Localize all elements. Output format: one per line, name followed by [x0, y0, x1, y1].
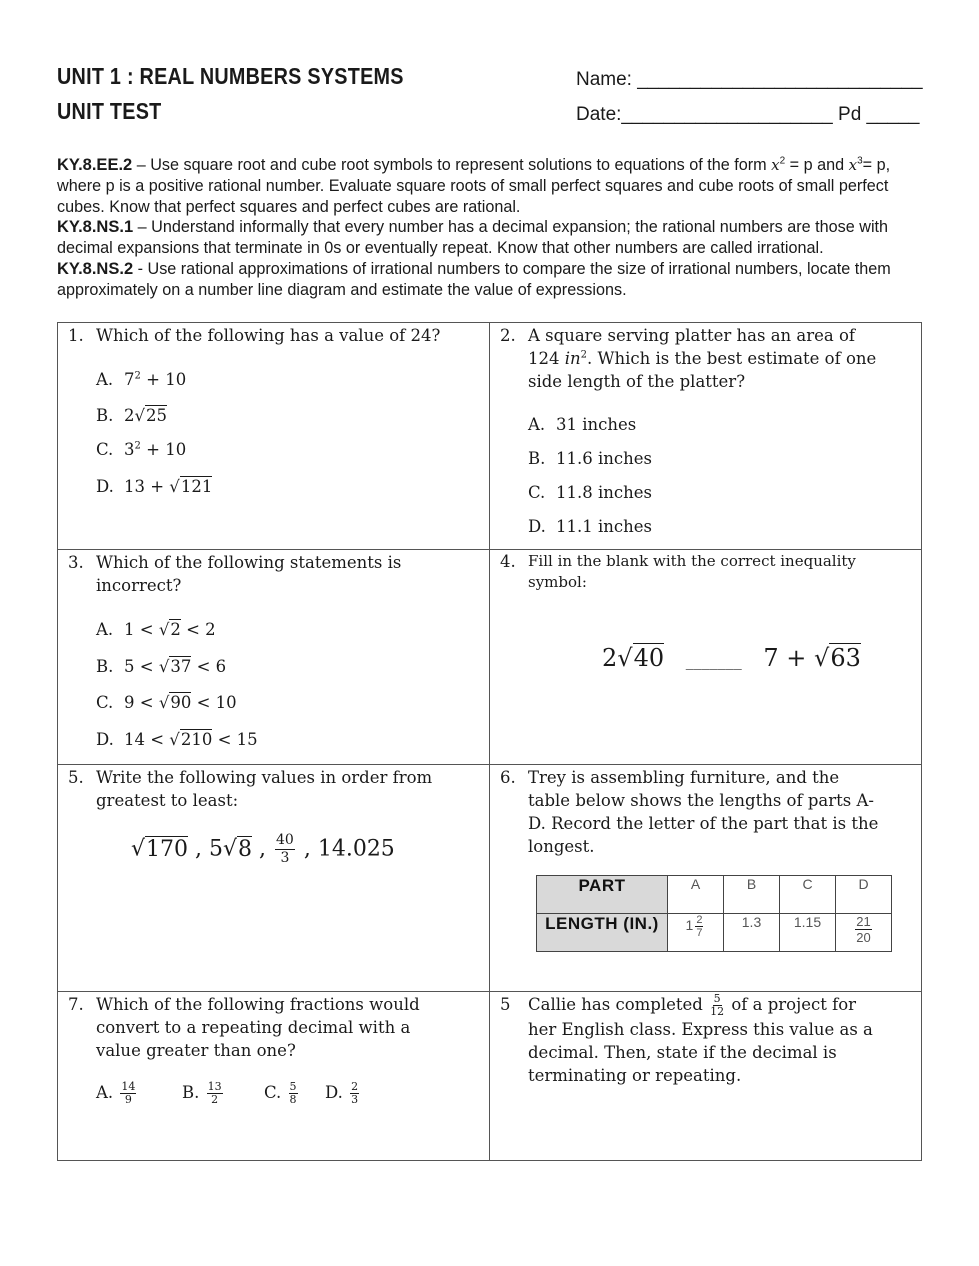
option-math: 2√ — [124, 406, 146, 425]
separator: , — [296, 836, 318, 862]
option-a[interactable] — [96, 1081, 138, 1106]
fraction-den: 7 — [696, 927, 703, 939]
option-d[interactable] — [325, 1081, 361, 1106]
radicand: 63 — [830, 644, 861, 672]
option-c[interactable] — [264, 1081, 300, 1106]
option-c[interactable] — [96, 440, 186, 459]
fraction-den: 3 — [351, 1093, 359, 1106]
radicand: 37 — [170, 657, 192, 676]
option-math: 3 — [124, 440, 135, 459]
standard-code: KY.8.NS.1 — [57, 218, 134, 237]
question-text: Write the following values in order from greatest to least: — [96, 768, 433, 810]
value-math: 5√ — [209, 836, 238, 862]
question-text: Which of the following fractions would convert to a repeating decimal with a value greater than one? — [96, 995, 420, 1060]
fraction-num: 2 — [696, 914, 703, 926]
fraction — [695, 914, 703, 939]
math-var: x — [848, 156, 858, 174]
standard-ns2 — [57, 259, 917, 301]
fraction-den: 2 — [211, 1093, 219, 1106]
option-letter: A. — [96, 1083, 114, 1102]
option-letter: B. — [528, 449, 546, 468]
math-exp: 2 — [779, 155, 786, 167]
option-c[interactable] — [96, 693, 237, 712]
option-letter: A. — [96, 620, 114, 639]
option-letter: C. — [528, 483, 546, 502]
table-header-cell: A — [668, 876, 724, 914]
fraction-num: 14 — [121, 1080, 136, 1093]
option-math: < 15 — [212, 730, 258, 749]
radicand: 2 — [170, 620, 181, 639]
fraction-den: 8 — [289, 1093, 297, 1106]
fraction-num: 21 — [856, 914, 871, 929]
question-4 — [490, 550, 922, 765]
radicand: 25 — [146, 406, 168, 425]
option-exp: 2 — [134, 370, 141, 382]
fraction-num: 5 — [289, 1080, 297, 1093]
standard-code: KY.8.EE.2 — [57, 156, 133, 174]
radicand: 210 — [180, 730, 213, 749]
option-math: 5 < √ — [124, 657, 170, 676]
date-period-field[interactable]: Date:____________________ Pd _____ — [576, 104, 920, 125]
option-c[interactable] — [528, 483, 652, 502]
question-5 — [58, 765, 490, 992]
table-header-label: PART — [537, 876, 668, 914]
radicand: 121 — [180, 477, 213, 496]
option-d[interactable] — [528, 517, 652, 536]
option-math: + 10 — [140, 370, 187, 389]
option-d[interactable] — [96, 730, 258, 749]
standard-code: KY.8.NS.2 — [57, 259, 134, 278]
question-text: of a project for her English class. Express this value as a decimal. Then, state if the decimal is terminating or repeating. — [528, 995, 873, 1085]
question-text: . Which is the best estimate of one side length of the platter? — [528, 349, 877, 391]
option-a[interactable] — [96, 370, 186, 389]
standard-ns1 — [57, 217, 917, 259]
question-number: 3. — [68, 553, 84, 572]
option-math: < 6 — [191, 657, 227, 676]
option-math: 14 < √ — [124, 730, 180, 749]
option-text: 11.6 inches — [556, 449, 652, 468]
question-text: Trey is assembling furniture, and the table below shows the lengths of parts A-D. Record the letter of the part that is the longest. — [528, 768, 879, 856]
parts-table — [536, 875, 892, 952]
option-math: < 10 — [191, 693, 237, 712]
table-header-cell: B — [724, 876, 780, 914]
name-field[interactable]: Name: ___________________________ — [576, 69, 923, 90]
question-text: A square serving platter has an area of 124 — [528, 326, 856, 368]
inequality-expression — [602, 644, 861, 672]
option-letter: B. — [96, 657, 114, 676]
radicand: 40 — [633, 644, 665, 672]
option-letter: D. — [325, 1083, 343, 1102]
option-exp: 2 — [134, 440, 141, 452]
fraction-den: 20 — [856, 930, 871, 945]
values-list — [131, 832, 395, 867]
standard-ee2 — [57, 155, 917, 217]
fraction-num: 2 — [351, 1080, 359, 1093]
question-1 — [58, 323, 490, 550]
question-text: Which of the following statements is incorrect? — [96, 553, 402, 595]
question-6 — [490, 765, 922, 992]
option-letter: C. — [264, 1083, 282, 1102]
radicand: 90 — [170, 693, 192, 712]
option-text: 31 inches — [556, 415, 637, 434]
option-letter: C. — [96, 693, 114, 712]
question-text: Fill in the blank with the correct inequality symbol: — [528, 552, 856, 591]
question-number: 2. — [500, 326, 516, 345]
separator: , — [252, 836, 274, 862]
radicand: 170 — [146, 836, 189, 862]
option-math: 7 — [124, 370, 135, 389]
question-number: 5 — [500, 995, 511, 1014]
right-math: 7 + √ — [763, 644, 830, 672]
table-cell — [668, 914, 724, 952]
table-cell: 1.3 — [724, 914, 780, 952]
radicand: 8 — [238, 836, 253, 862]
option-math: 13 + √ — [124, 477, 180, 496]
fraction — [710, 993, 724, 1018]
unit-exp: 2 — [580, 349, 588, 361]
question-3 — [58, 550, 490, 765]
value-math: 14.025 — [317, 836, 395, 862]
separator: , — [188, 836, 210, 862]
fraction — [350, 1081, 359, 1106]
question-text: Callie has completed — [528, 995, 709, 1014]
table-cell: 1.15 — [780, 914, 836, 952]
standard-text: – Understand informally that every number has a decimal expansion; the rational numbers are those with decimal expansions that terminate in 0s or eventually repeat. Know that other numbers are called irrational. — [57, 218, 889, 258]
fraction — [207, 1081, 223, 1106]
unit-title: UNIT 1 : REAL NUMBERS SYSTEMS — [57, 63, 404, 89]
mixed-whole: 1 — [685, 917, 694, 934]
question-number: 5. — [68, 768, 84, 787]
table-header-cell: C — [780, 876, 836, 914]
standards-block — [57, 155, 917, 301]
unit-subtitle: UNIT TEST — [57, 98, 162, 124]
math-var: x — [771, 156, 780, 174]
fraction-den: 12 — [710, 1005, 725, 1018]
option-letter: D. — [528, 517, 546, 536]
option-b[interactable] — [182, 1081, 225, 1106]
option-math: 9 < √ — [124, 693, 170, 712]
table-header-cell: D — [836, 876, 892, 914]
option-letter: B. — [96, 406, 114, 425]
fraction — [120, 1081, 136, 1106]
value-math: √ — [131, 836, 146, 862]
table-cell — [836, 914, 892, 952]
option-letter: B. — [182, 1083, 200, 1102]
standard-text: = p and — [785, 156, 849, 174]
option-letter: D. — [96, 477, 114, 496]
option-math: + 10 — [140, 440, 187, 459]
question-2 — [490, 323, 922, 550]
option-letter: A. — [96, 370, 114, 389]
standard-text: – Use square root and cube root symbols to represent solutions to equations of the form — [132, 156, 772, 174]
option-a[interactable] — [528, 415, 636, 434]
table-row-label: LENGTH (IN.) — [537, 914, 668, 952]
standard-text: = p, where p is a positive rational number. Evaluate square roots of small perfect squares and cube roots of small perfect cubes. Know that perfect squares and perfect cubes are rational. — [57, 156, 891, 216]
option-d[interactable] — [96, 477, 212, 496]
left-math: 2√ — [602, 644, 633, 672]
question-number: 6. — [500, 768, 516, 787]
option-text: 11.8 inches — [556, 483, 652, 502]
fraction-num: 5 — [713, 992, 721, 1005]
fraction-num: 13 — [207, 1080, 222, 1093]
fraction-num: 40 — [276, 832, 294, 848]
option-b[interactable] — [528, 449, 652, 468]
inequality-blank[interactable]: _______ — [685, 651, 742, 670]
questions-grid — [57, 322, 922, 1161]
question-8 — [490, 992, 922, 1161]
fraction-den: 9 — [124, 1093, 132, 1106]
fraction-den: 3 — [280, 850, 290, 866]
question-number: 7. — [68, 995, 84, 1014]
fraction — [289, 1081, 298, 1106]
option-a[interactable] — [96, 620, 216, 639]
fraction — [855, 914, 871, 945]
question-number: 1. — [68, 326, 84, 345]
question-text: Which of the following has a value of 24? — [96, 326, 441, 345]
option-math: < 2 — [180, 620, 216, 639]
fraction — [275, 832, 295, 867]
question-7 — [58, 992, 490, 1161]
option-text: 11.1 inches — [556, 517, 652, 536]
option-letter: D. — [96, 730, 114, 749]
option-letter: A. — [528, 415, 546, 434]
math-exp: 3 — [857, 155, 863, 167]
option-b[interactable] — [96, 406, 167, 425]
option-letter: C. — [96, 440, 114, 459]
option-b[interactable] — [96, 657, 226, 676]
option-math: 1 < √ — [124, 620, 170, 639]
unit-text: in — [564, 349, 581, 368]
question-number: 4. — [500, 552, 516, 571]
standard-text: - Use rational approximations of irrational numbers to compare the size of irrational numbers, locate them approximately on a number line diagram and estimate the value of expressions. — [57, 259, 891, 299]
